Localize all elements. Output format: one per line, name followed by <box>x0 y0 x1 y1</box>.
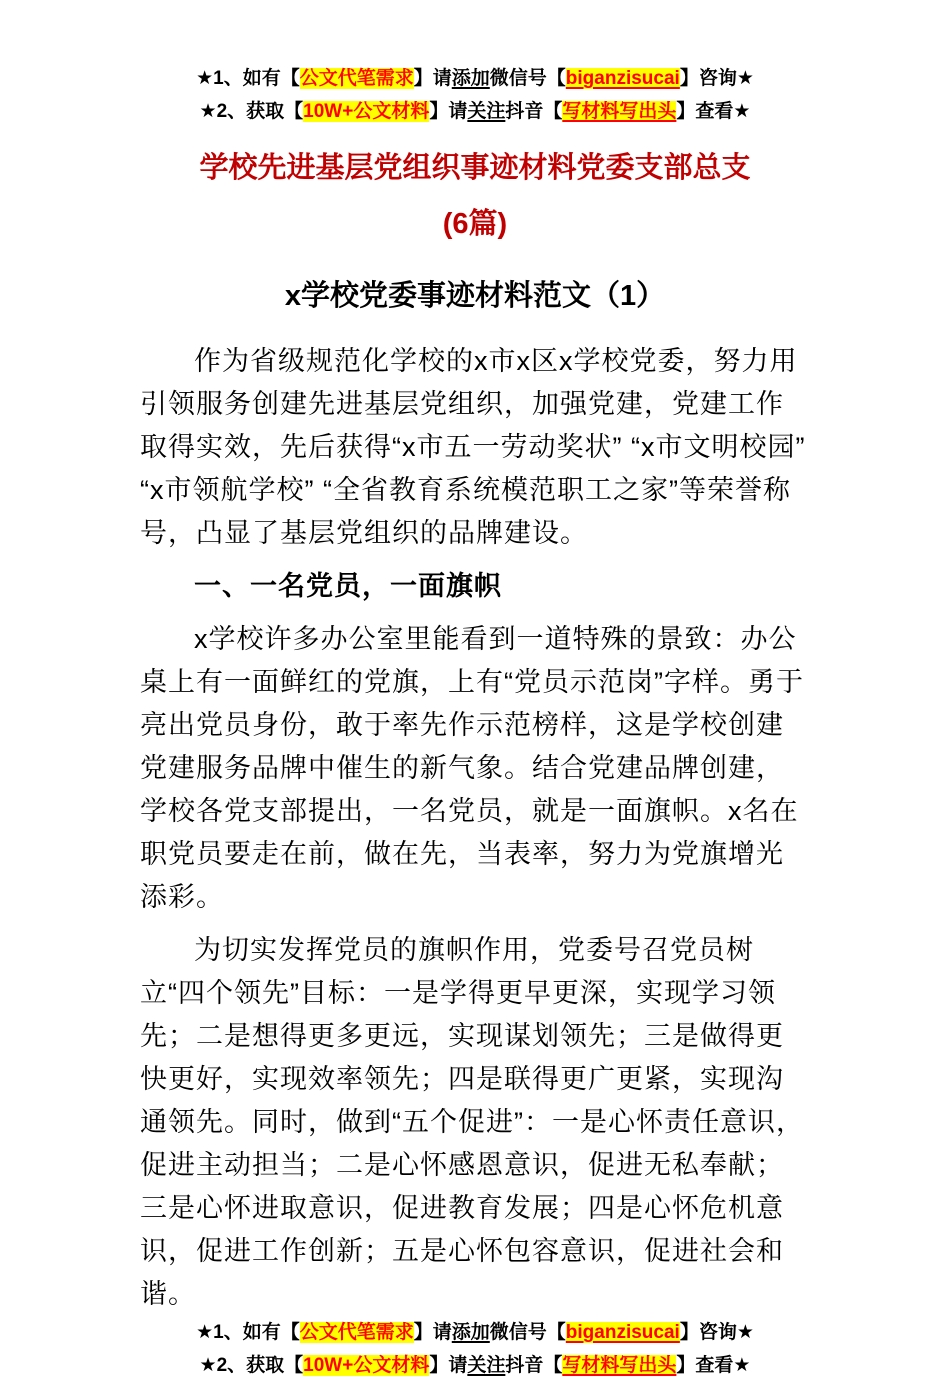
notice-text: 】请 <box>429 101 468 122</box>
notice-text: 关注 <box>467 101 506 122</box>
notice-text: 】请 <box>413 1322 452 1343</box>
highlighted-text: 写材料写出头 <box>562 101 677 122</box>
highlighted-text: 公文代笔需求 <box>299 1322 414 1343</box>
paragraph-3: 为切实发挥党员的旗帜作用，党委号召党员树立“四个领先”目标：一是学得更早更深，实现学习领先；二是想得更多更远，实现谋划领先；三是做得更快更好，实现效率领先；四是联得更广更紧，实现沟通领先。同时，做到“五个促进”：一是心怀责任意识，促进主动担当；二是心怀感恩意识，促进无私奉献；三是心怀进取意识，促进教育发展；四是心怀危机意识，促进工作创新；五是心怀包容意识，促进社会和谐。 <box>140 935 804 1309</box>
notice-text: ★1、如有【 <box>196 1322 300 1343</box>
paragraph-1: 作为省级规范化学校的x市x区x学校党委，努力用引领服务创建先进基层党组织，加强党建，党建工作取得实效，先后获得“x市五一劳动奖状” “x市文明校园” “x市领航学校” “全省教育系统模范职工之家”等荣誉称号，凸显了基层党组织的品牌建设。 <box>140 346 806 548</box>
notice-line <box>140 62 810 95</box>
highlighted-text: 10W+公文材料 <box>303 1355 430 1376</box>
notice-text: 】查看★ <box>676 101 751 122</box>
notice-text: 关注 <box>467 1355 506 1376</box>
notice-text: ★1、如有【 <box>196 68 300 89</box>
notice-text: 抖音【 <box>505 1355 563 1376</box>
section-heading-1: 一、一名党员，一面旗帜 <box>194 571 502 601</box>
notice-text: 】咨询★ <box>679 68 754 89</box>
highlighted-text: 公文代笔需求 <box>299 68 414 89</box>
highlighted-text: 10W+公文材料 <box>303 101 430 122</box>
notice-line <box>140 1349 810 1382</box>
highlighted-text: 写材料写出头 <box>562 1355 677 1376</box>
highlighted-text: biganzisucai <box>565 68 680 89</box>
notice-line <box>140 1316 810 1349</box>
notice-text: ★2、获取【 <box>199 101 304 122</box>
notice-text: 】咨询★ <box>679 1322 754 1343</box>
notice-text: 微信号【 <box>489 68 566 89</box>
document-title-line-1: 学校先进基层党组织事迹材料党委支部总支 <box>199 152 751 184</box>
highlighted-text: biganzisucai <box>565 1322 680 1343</box>
notice-text: ★2、获取【 <box>199 1355 304 1376</box>
notice-text: 抖音【 <box>505 101 563 122</box>
notice-text: 】请 <box>413 68 452 89</box>
notice-text: 添加 <box>451 1322 490 1343</box>
paragraph-2: x学校许多办公室里能看到一道特殊的景致：办公桌上有一面鲜红的党旗，上有“党员示范岗”字样。勇于亮出党员身份，敢于率先作示范榜样，这是学校创建党建服务品牌中催生的新气象。结合党建品牌创建，学校各党支部提出，一名党员，就是一面旗帜。x名在职党员要走在前，做在先，当表率，努力为党旗增光添彩。 <box>140 624 804 912</box>
document-title <box>140 140 810 252</box>
notice-line <box>140 95 810 128</box>
notice-text: 微信号【 <box>489 1322 566 1343</box>
notice-text: 添加 <box>451 68 490 89</box>
article-subtitle: x学校党委事迹材料范文（1） <box>284 280 666 312</box>
notice-text: 】查看★ <box>676 1355 751 1376</box>
notice-banner-bottom <box>140 1316 810 1382</box>
notice-banner-top <box>140 62 810 128</box>
document-title-line-2: (6篇) <box>442 208 508 240</box>
notice-text: 】请 <box>429 1355 468 1376</box>
